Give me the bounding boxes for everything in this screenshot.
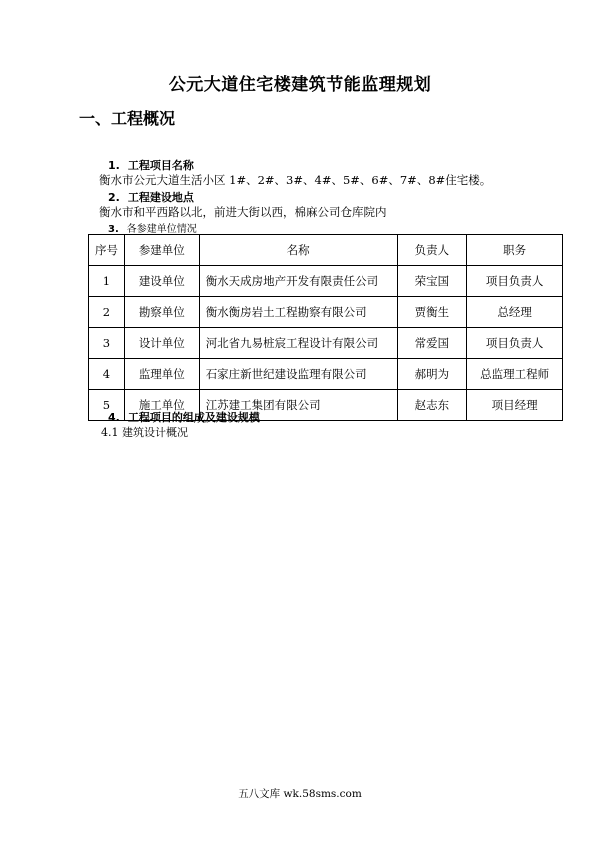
position: 项目经理 — [467, 390, 563, 421]
unit-name: 河北省九易桩宸工程设计有限公司 — [199, 328, 397, 359]
position: 项目负责人 — [467, 328, 563, 359]
item-2-heading — [108, 189, 194, 205]
item-2-label: 工程建设地点 — [127, 191, 194, 204]
document-title: 公元大道住宅楼建筑节能监理规划 — [168, 75, 432, 95]
item-1-text: 衡水市公元大道生活小区 1#、2#、3#、4#、5#、6#、7#、8#住宅楼。 — [99, 173, 492, 187]
row-index: 3 — [89, 328, 125, 359]
item-4-label: 工程项目的组成及建设规模 — [127, 411, 260, 424]
table-row — [89, 297, 563, 328]
unit-role: 建设单位 — [124, 266, 199, 297]
table-header-row — [89, 235, 563, 266]
table-row — [89, 359, 563, 390]
item-3-heading — [108, 220, 197, 235]
section-heading-overview: 一、工程概况 — [79, 109, 176, 128]
header-cell: 序号 — [89, 235, 125, 266]
table-row — [89, 266, 563, 297]
item-3-label: 各参建单位情况 — [126, 224, 197, 235]
header-cell: 名称 — [199, 235, 397, 266]
person-in-charge: 贾衡生 — [397, 297, 467, 328]
unit-name: 衡水天成房地产开发有限责任公司 — [199, 266, 397, 297]
row-index: 4 — [89, 359, 125, 390]
unit-name: 衡水衡房岩土工程勘察有限公司 — [199, 297, 397, 328]
item-1-heading — [108, 157, 194, 173]
position: 总监理工程师 — [467, 359, 563, 390]
person-in-charge: 郝明为 — [397, 359, 467, 390]
position: 总经理 — [467, 297, 563, 328]
unit-name: 江苏建工集团有限公司 — [199, 390, 397, 421]
item-2-text: 衡水市和平西路以北，前进大街以西，棉麻公司仓库院内 — [99, 205, 387, 219]
person-in-charge: 常爱国 — [397, 328, 467, 359]
position: 项目负责人 — [467, 266, 563, 297]
unit-role: 设计单位 — [124, 328, 199, 359]
participating-units-table — [88, 234, 563, 421]
item-4-heading — [108, 409, 260, 425]
row-index: 2 — [89, 297, 125, 328]
unit-role: 施工单位 — [124, 390, 199, 421]
unit-role: 勘察单位 — [124, 297, 199, 328]
person-in-charge: 荣宝国 — [397, 266, 467, 297]
item-1-label: 工程项目名称 — [127, 159, 194, 172]
item-4-1-text: 4.1 建筑设计概况 — [101, 426, 188, 439]
row-index: 1 — [89, 266, 125, 297]
item-4-number: 4. — [108, 411, 120, 424]
item-1-number: 1. — [108, 159, 120, 172]
person-in-charge: 赵志东 — [397, 390, 467, 421]
table-row — [89, 328, 563, 359]
header-cell: 负责人 — [397, 235, 467, 266]
unit-name: 石家庄新世纪建设监理有限公司 — [199, 359, 397, 390]
row-index: 5 — [89, 390, 125, 421]
page-footer: 五八文库 wk.58sms.com — [238, 788, 362, 800]
unit-role: 监理单位 — [124, 359, 199, 390]
item-2-number: 2. — [108, 191, 120, 204]
item-3-number: 3. — [108, 224, 119, 235]
header-cell: 参建单位 — [124, 235, 199, 266]
header-cell: 职务 — [467, 235, 563, 266]
